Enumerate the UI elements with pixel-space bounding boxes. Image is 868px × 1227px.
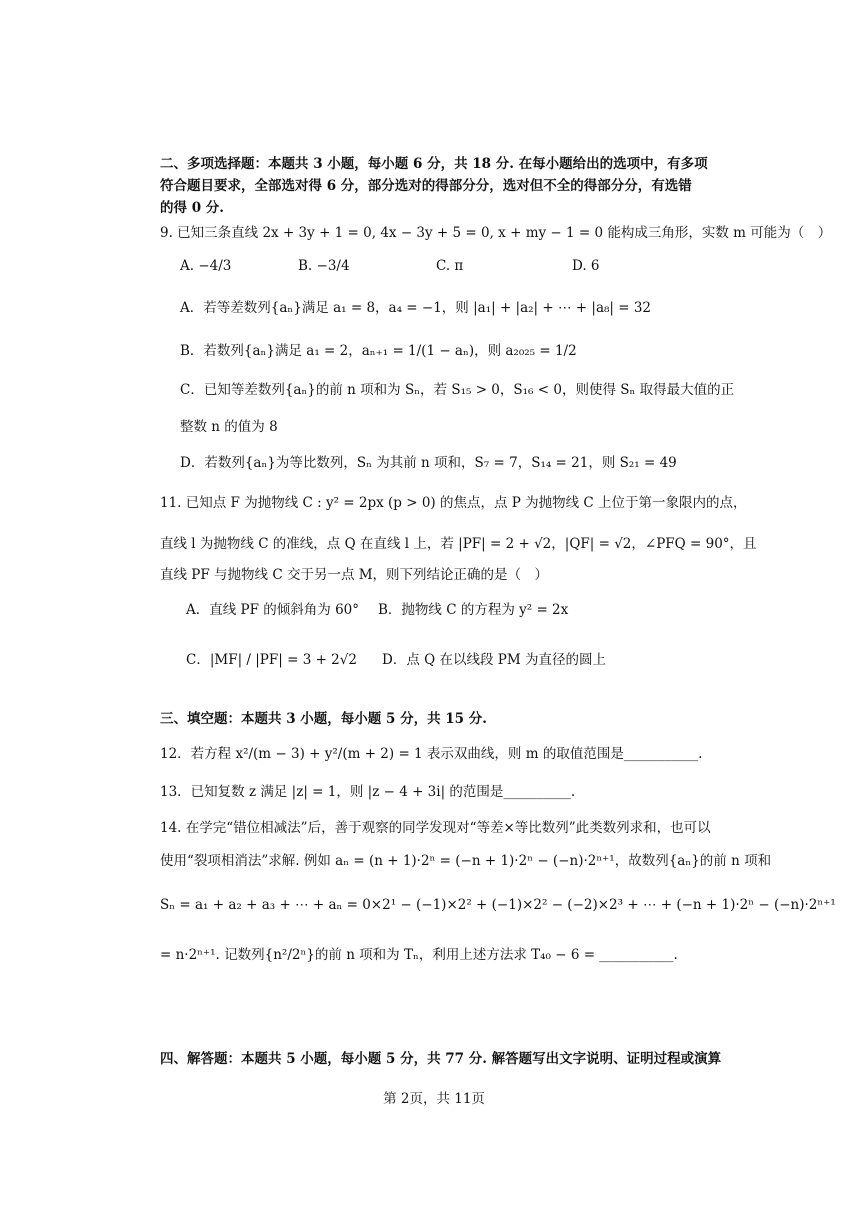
q11-option-d: D．点 Q 在以线段 PM 为直径的圆上 — [382, 652, 606, 668]
q9-stem: 9. 已知三条直线 2x + 3y + 1 = 0, 4x − 3y + 5 = 0, x + my − 1 = 0 能构成三角形，实数 m 可能为（ ） — [160, 225, 832, 241]
q12-text: 12．若方程 x²/(m − 3) + y²/(m + 2) = 1 表示双曲线，则 m 的取值范围是___________. — [160, 746, 703, 762]
q13-text: 13．已知复数 z 满足 |z| = 1，则 |z − 4 + 3i| 的范围是__________. — [160, 784, 576, 800]
q11-option-a: A．直线 PF 的倾斜角为 60° — [186, 602, 360, 618]
q9-option-b: B. −3/4 — [298, 258, 350, 274]
q9-option-d: D. 6 — [572, 258, 600, 274]
section3-header: 三、填空题：本题共 3 小题，每小题 5 分，共 15 分. — [160, 711, 487, 727]
q11-stem-line1: 11. 已知点 F 为抛物线 C : y² = 2px (p > 0) 的焦点，点 P 为抛物线 C 上位于第一象限内的点， — [160, 495, 747, 511]
q10-option-c-line2: 整数 n 的值为 8 — [180, 419, 278, 435]
q10-option-c-line1: C．已知等差数列{aₙ}的前 n 项和为 Sₙ，若 S₁₅ > 0，S₁₆ < 0，则使得 Sₙ 取得最大值的正 — [180, 382, 735, 398]
q10-option-d: D．若数列{aₙ}为等比数列，Sₙ 为其前 n 项和，S₇ = 7，S₁₄ = 21，则 S₂₁ = 49 — [180, 455, 677, 471]
q11-option-b: B．抛物线 C 的方程为 y² = 2x — [378, 602, 569, 618]
q10-option-a: A．若等差数列{aₙ}满足 a₁ = 8，a₄ = −1，则 |a₁| + |a₂| + ⋯ + |a₈| = 32 — [180, 300, 652, 316]
page-footer: 第 2页，共 11页 — [383, 1091, 485, 1107]
q11-option-c: C．|MF| / |PF| = 3 + 2√2 — [186, 652, 357, 668]
q14-line1: 14. 在学完“错位相减法”后，善于观察的同学发现对“等差×等比数列”此类数列求和，也可以 — [160, 820, 711, 836]
q14-line2: 使用“裂项相消法”求解. 例如 aₙ = (n + 1)·2ⁿ = (−n + 1)·2ⁿ − (−n)·2ⁿ⁺¹，故数列{aₙ}的前 n 项和 — [160, 853, 772, 869]
section2-header-line3: 的得 0 分. — [160, 200, 224, 216]
section2-header-line1: 二、多项选择题：本题共 3 小题，每小题 6 分，共 18 分. 在每小题给出的选项中，有多项 — [160, 156, 708, 172]
q14-line4: = n·2ⁿ⁺¹. 记数列{n²/2ⁿ}的前 n 项和为 Tₙ，利用上述方法求 T₄₀ − 6 = ___________. — [160, 947, 678, 963]
q9-option-a: A. −4/3 — [180, 258, 232, 274]
section2-header-line2: 符合题目要求，全部选对得 6 分，部分选对的得部分分，选对但不全的得部分分，有选错 — [160, 178, 692, 194]
q14-line3: Sₙ = a₁ + a₂ + a₃ + ⋯ + aₙ = 0×2¹ − (−1)×2² + (−1)×2² − (−2)×2³ + ⋯ + (−n + 1)·2ⁿ − (−n)·2ⁿ⁺¹ — [160, 897, 836, 913]
q10-option-b: B．若数列{aₙ}满足 a₁ = 2，aₙ₊₁ = 1/(1 − aₙ)，则 a₂₀₂₅ = 1/2 — [180, 343, 577, 359]
q11-stem-line3: 直线 PF 与抛物线 C 交于另一点 M，则下列结论正确的是（ ） — [160, 567, 549, 583]
q9-option-c: C. π — [436, 258, 464, 274]
section4-header: 四、解答题：本题共 5 小题，每小题 5 分，共 77 分. 解答题写出文字说明、证明过程或演算 — [160, 1051, 722, 1067]
q11-stem-line2: 直线 l 为抛物线 C 的准线，点 Q 在直线 l 上，若 |PF| = 2 + √2，|QF| = √2，∠PFQ = 90°，且 — [160, 536, 757, 552]
